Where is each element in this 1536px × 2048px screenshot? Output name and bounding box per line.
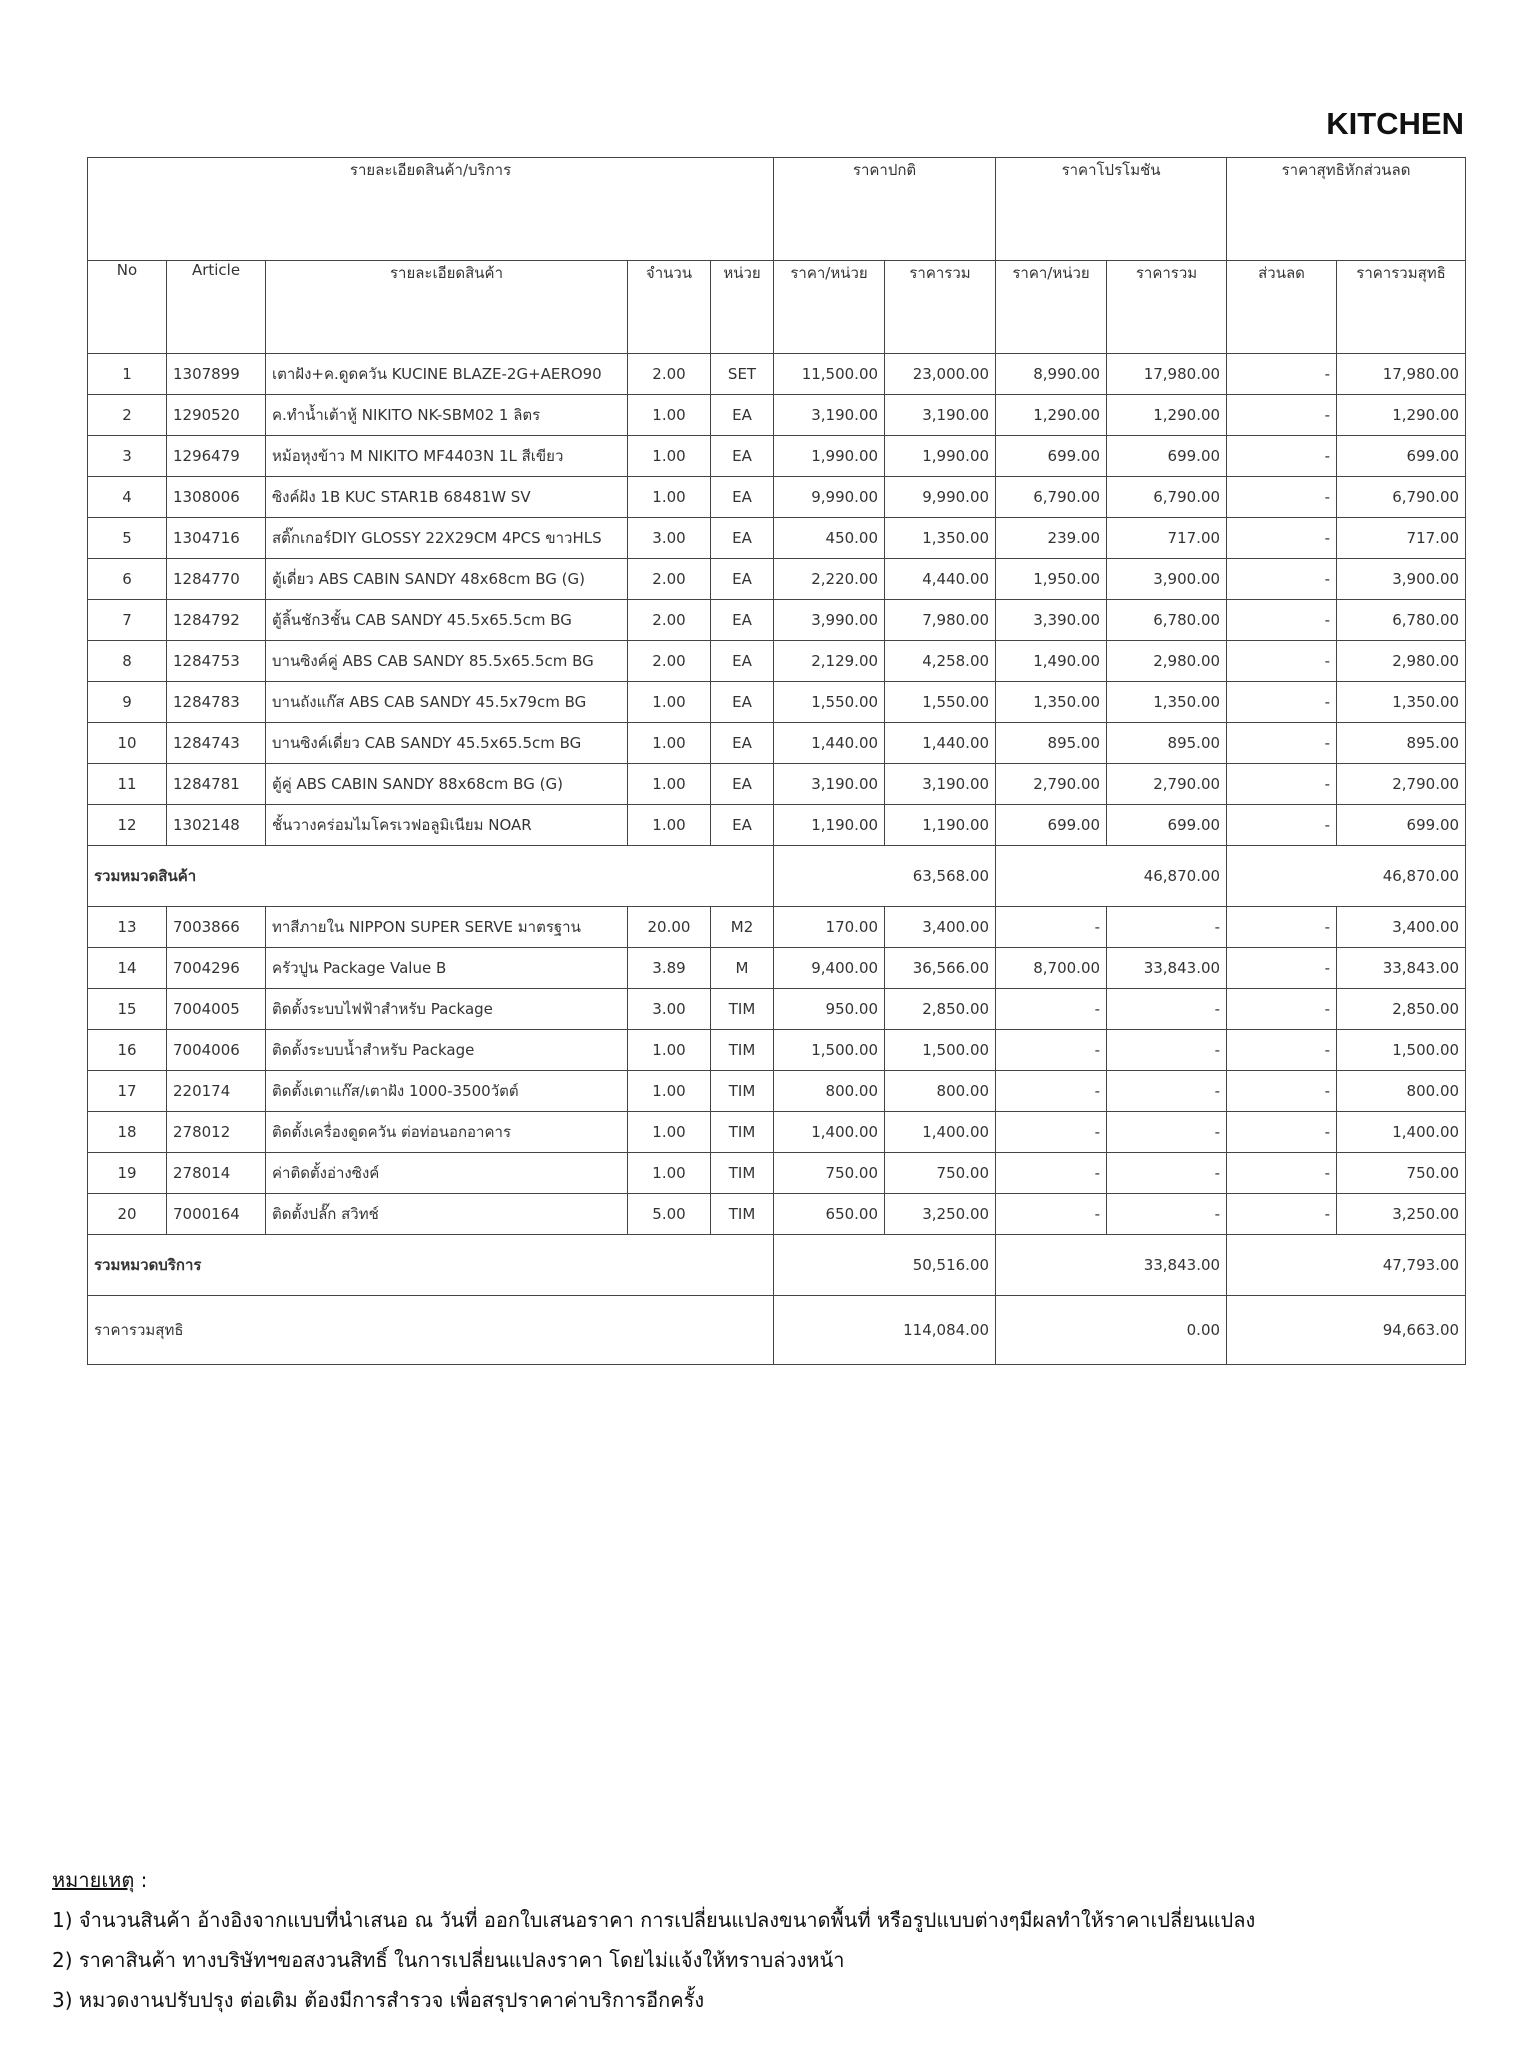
item-qty: 20.00 <box>628 907 711 948</box>
item-regular-unit-price: 750.00 <box>774 1153 885 1194</box>
item-discount: - <box>1227 907 1337 948</box>
item-discount: - <box>1227 948 1337 989</box>
item-discount: - <box>1227 600 1337 641</box>
header-net-total: ราคารวมสุทธิ <box>1337 261 1466 354</box>
item-unit: EA <box>711 723 774 764</box>
item-description: ติดตั้งเครื่องดูดควัน ต่อท่อนอกอาคาร <box>266 1112 628 1153</box>
item-unit: M2 <box>711 907 774 948</box>
item-discount: - <box>1227 1194 1337 1235</box>
item-regular-unit-price: 9,400.00 <box>774 948 885 989</box>
table-row <box>88 1071 1466 1112</box>
table-row <box>88 1030 1466 1071</box>
item-net-total: 33,843.00 <box>1337 948 1466 989</box>
header-no: No <box>88 261 167 354</box>
item-promo-total: - <box>1107 1071 1227 1112</box>
item-regular-unit-price: 3,190.00 <box>774 764 885 805</box>
item-regular-unit-price: 2,220.00 <box>774 559 885 600</box>
item-no: 10 <box>88 723 167 764</box>
item-promo-unit-price: 699.00 <box>996 436 1107 477</box>
item-regular-unit-price: 2,129.00 <box>774 641 885 682</box>
item-description: ติดตั้งระบบไฟฟ้าสำหรับ Package <box>266 989 628 1030</box>
item-regular-unit-price: 11,500.00 <box>774 354 885 395</box>
item-discount: - <box>1227 559 1337 600</box>
item-description: ค่าติดตั้งอ่างซิงค์ <box>266 1153 628 1194</box>
item-promo-total: 2,790.00 <box>1107 764 1227 805</box>
item-regular-total: 4,258.00 <box>885 641 996 682</box>
item-no: 1 <box>88 354 167 395</box>
item-article: 7004296 <box>167 948 266 989</box>
header-promo-total: ราคารวม <box>1107 261 1227 354</box>
item-unit: EA <box>711 518 774 559</box>
header-reg-total: ราคารวม <box>885 261 996 354</box>
item-promo-unit-price: 1,950.00 <box>996 559 1107 600</box>
item-qty: 1.00 <box>628 1112 711 1153</box>
item-promo-unit-price: - <box>996 989 1107 1030</box>
item-regular-unit-price: 1,990.00 <box>774 436 885 477</box>
table-row <box>88 559 1466 600</box>
item-regular-total: 36,566.00 <box>885 948 996 989</box>
header-reg-unit-price: ราคา/หน่วย <box>774 261 885 354</box>
header-qty: จำนวน <box>628 261 711 354</box>
grand-total-promo: 0.00 <box>996 1296 1227 1365</box>
item-no: 9 <box>88 682 167 723</box>
item-article: 1284753 <box>167 641 266 682</box>
item-unit: EA <box>711 682 774 723</box>
item-promo-unit-price: - <box>996 907 1107 948</box>
service-total-row <box>88 1235 1466 1296</box>
service-total-promo: 33,843.00 <box>996 1235 1227 1296</box>
header-column-row <box>88 261 1466 354</box>
item-article: 278014 <box>167 1153 266 1194</box>
item-promo-total: 6,780.00 <box>1107 600 1227 641</box>
item-article: 7004005 <box>167 989 266 1030</box>
item-regular-total: 1,990.00 <box>885 436 996 477</box>
item-promo-unit-price: 699.00 <box>996 805 1107 846</box>
item-promo-total: 3,900.00 <box>1107 559 1227 600</box>
item-promo-total: 17,980.00 <box>1107 354 1227 395</box>
item-description: บานซิงค์เดี่ยว CAB SANDY 45.5x65.5cm BG <box>266 723 628 764</box>
item-unit: TIM <box>711 1112 774 1153</box>
header-group-regular: ราคาปกติ <box>774 158 996 261</box>
item-unit: EA <box>711 641 774 682</box>
item-regular-total: 2,850.00 <box>885 989 996 1030</box>
item-promo-total: 1,350.00 <box>1107 682 1227 723</box>
header-group-row <box>88 158 1466 261</box>
item-discount: - <box>1227 989 1337 1030</box>
item-discount: - <box>1227 477 1337 518</box>
item-regular-unit-price: 450.00 <box>774 518 885 559</box>
item-no: 16 <box>88 1030 167 1071</box>
item-article: 7004006 <box>167 1030 266 1071</box>
item-qty: 1.00 <box>628 682 711 723</box>
item-qty: 1.00 <box>628 1030 711 1071</box>
item-promo-total: 6,790.00 <box>1107 477 1227 518</box>
item-qty: 1.00 <box>628 764 711 805</box>
notes-heading: หมายเหตุ <box>52 1868 135 1892</box>
item-regular-total: 3,190.00 <box>885 395 996 436</box>
item-article: 7000164 <box>167 1194 266 1235</box>
item-discount: - <box>1227 764 1337 805</box>
item-article: 1284781 <box>167 764 266 805</box>
item-qty: 1.00 <box>628 1153 711 1194</box>
item-discount: - <box>1227 518 1337 559</box>
item-description: ซิงค์ฝัง 1B KUC STAR1B 68481W SV <box>266 477 628 518</box>
item-net-total: 2,850.00 <box>1337 989 1466 1030</box>
item-article: 1307899 <box>167 354 266 395</box>
table-row <box>88 436 1466 477</box>
item-no: 8 <box>88 641 167 682</box>
item-no: 6 <box>88 559 167 600</box>
item-promo-unit-price: - <box>996 1153 1107 1194</box>
table-row <box>88 907 1466 948</box>
item-article: 1304716 <box>167 518 266 559</box>
item-regular-unit-price: 3,190.00 <box>774 395 885 436</box>
item-regular-unit-price: 3,990.00 <box>774 600 885 641</box>
item-discount: - <box>1227 1030 1337 1071</box>
item-description: ตู้เดี่ยว ABS CABIN SANDY 48x68cm BG (G) <box>266 559 628 600</box>
product-total-label: รวมหมวดสินค้า <box>88 846 774 907</box>
table-row <box>88 723 1466 764</box>
item-regular-total: 3,400.00 <box>885 907 996 948</box>
item-article: 1284792 <box>167 600 266 641</box>
item-promo-unit-price: - <box>996 1112 1107 1153</box>
item-regular-unit-price: 1,500.00 <box>774 1030 885 1071</box>
item-regular-total: 3,190.00 <box>885 764 996 805</box>
item-article: 1284743 <box>167 723 266 764</box>
item-regular-unit-price: 1,400.00 <box>774 1112 885 1153</box>
item-article: 278012 <box>167 1112 266 1153</box>
service-total-net: 47,793.00 <box>1227 1235 1466 1296</box>
item-no: 2 <box>88 395 167 436</box>
item-unit: TIM <box>711 1194 774 1235</box>
item-discount: - <box>1227 436 1337 477</box>
item-discount: - <box>1227 641 1337 682</box>
item-discount: - <box>1227 354 1337 395</box>
item-regular-total: 3,250.00 <box>885 1194 996 1235</box>
item-description: สติ๊กเกอร์DIY GLOSSY 22X29CM 4PCS ขาวHLS <box>266 518 628 559</box>
item-regular-unit-price: 1,550.00 <box>774 682 885 723</box>
item-qty: 2.00 <box>628 641 711 682</box>
item-promo-unit-price: 6,790.00 <box>996 477 1107 518</box>
notes-section <box>52 1860 1255 2020</box>
item-promo-total: - <box>1107 1030 1227 1071</box>
item-net-total: 2,790.00 <box>1337 764 1466 805</box>
item-unit: TIM <box>711 1153 774 1194</box>
item-net-total: 750.00 <box>1337 1153 1466 1194</box>
header-promo-unit-price: ราคา/หน่วย <box>996 261 1107 354</box>
item-unit: TIM <box>711 1071 774 1112</box>
note-item: 3) หมวดงานปรับปรุง ต่อเติม ต้องมีการสำรวจ เพื่อสรุปราคาค่าบริการอีกครั้ง <box>52 1988 705 2012</box>
item-promo-total: - <box>1107 907 1227 948</box>
item-article: 7003866 <box>167 907 266 948</box>
item-no: 18 <box>88 1112 167 1153</box>
item-discount: - <box>1227 1071 1337 1112</box>
note-item: 2) ราคาสินค้า ทางบริษัทฯขอสงวนสิทธิ์ ในการเปลี่ยนแปลงราคา โดยไม่แจ้งให้ทราบล่วงหน้า <box>52 1948 845 1972</box>
item-description: ติดตั้งระบบน้ำสำหรับ Package <box>266 1030 628 1071</box>
item-net-total: 3,400.00 <box>1337 907 1466 948</box>
item-description: ชั้นวางคร่อมไมโครเวฟอลูมิเนียม NOAR <box>266 805 628 846</box>
item-regular-total: 1,500.00 <box>885 1030 996 1071</box>
item-net-total: 3,900.00 <box>1337 559 1466 600</box>
item-regular-unit-price: 800.00 <box>774 1071 885 1112</box>
table-row <box>88 1153 1466 1194</box>
item-promo-unit-price: 8,990.00 <box>996 354 1107 395</box>
item-qty: 1.00 <box>628 805 711 846</box>
item-article: 1284783 <box>167 682 266 723</box>
item-qty: 3.89 <box>628 948 711 989</box>
item-regular-total: 1,550.00 <box>885 682 996 723</box>
item-no: 12 <box>88 805 167 846</box>
item-unit: SET <box>711 354 774 395</box>
item-promo-unit-price: 2,790.00 <box>996 764 1107 805</box>
item-unit: EA <box>711 559 774 600</box>
item-promo-unit-price: 1,350.00 <box>996 682 1107 723</box>
item-no: 14 <box>88 948 167 989</box>
item-article: 1296479 <box>167 436 266 477</box>
service-rows <box>88 907 1466 1235</box>
item-unit: EA <box>711 477 774 518</box>
item-discount: - <box>1227 1153 1337 1194</box>
product-total-promo: 46,870.00 <box>996 846 1227 907</box>
item-no: 13 <box>88 907 167 948</box>
item-description: บานถังแก๊ส ABS CAB SANDY 45.5x79cm BG <box>266 682 628 723</box>
item-regular-total: 7,980.00 <box>885 600 996 641</box>
item-no: 7 <box>88 600 167 641</box>
item-regular-unit-price: 170.00 <box>774 907 885 948</box>
table-row <box>88 1194 1466 1235</box>
item-regular-total: 1,440.00 <box>885 723 996 764</box>
item-promo-total: 1,290.00 <box>1107 395 1227 436</box>
table-row <box>88 1112 1466 1153</box>
item-unit: TIM <box>711 989 774 1030</box>
item-promo-unit-price: - <box>996 1194 1107 1235</box>
item-qty: 5.00 <box>628 1194 711 1235</box>
item-regular-unit-price: 1,190.00 <box>774 805 885 846</box>
table-row <box>88 395 1466 436</box>
item-promo-total: - <box>1107 1153 1227 1194</box>
service-total-label: รวมหมวดบริการ <box>88 1235 774 1296</box>
table-row <box>88 354 1466 395</box>
item-regular-total: 4,440.00 <box>885 559 996 600</box>
product-total-regular: 63,568.00 <box>774 846 996 907</box>
table-row <box>88 600 1466 641</box>
notes-heading-line <box>52 1860 1255 1900</box>
header-unit: หน่วย <box>711 261 774 354</box>
item-regular-total: 1,350.00 <box>885 518 996 559</box>
item-regular-unit-price: 9,990.00 <box>774 477 885 518</box>
item-promo-total: - <box>1107 989 1227 1030</box>
item-description: ค.ทำน้ำเต้าหู้ NIKITO NK-SBM02 1 ลิตร <box>266 395 628 436</box>
item-unit: EA <box>711 805 774 846</box>
item-no: 17 <box>88 1071 167 1112</box>
service-total-regular: 50,516.00 <box>774 1235 996 1296</box>
table-row <box>88 805 1466 846</box>
item-promo-total: 717.00 <box>1107 518 1227 559</box>
item-net-total: 699.00 <box>1337 805 1466 846</box>
item-promo-unit-price: 1,290.00 <box>996 395 1107 436</box>
item-regular-total: 1,190.00 <box>885 805 996 846</box>
item-promo-unit-price: 1,490.00 <box>996 641 1107 682</box>
item-article: 1308006 <box>167 477 266 518</box>
item-description: ตู้ลิ้นชัก3ชั้น CAB SANDY 45.5x65.5cm BG <box>266 600 628 641</box>
item-unit: TIM <box>711 1030 774 1071</box>
item-promo-total: - <box>1107 1194 1227 1235</box>
item-qty: 1.00 <box>628 723 711 764</box>
item-unit: M <box>711 948 774 989</box>
item-net-total: 800.00 <box>1337 1071 1466 1112</box>
note-item: 1) จำนวนสินค้า อ้างอิงจากแบบที่นำเสนอ ณ วันที่ ออกใบเสนอราคา การเปลี่ยนแปลงขนาดพื้นที่ หรือรูปแบบต่างๆมีผลทำให้ราคาเปลี่ยนแปลง <box>52 1908 1256 1932</box>
item-description: บานซิงค์คู่ ABS CAB SANDY 85.5x65.5cm BG <box>266 641 628 682</box>
item-description: หม้อหุงข้าว M NIKITO MF4403N 1L สีเขียว <box>266 436 628 477</box>
item-net-total: 2,980.00 <box>1337 641 1466 682</box>
item-net-total: 699.00 <box>1337 436 1466 477</box>
header-article: Article <box>167 261 266 354</box>
item-regular-total: 800.00 <box>885 1071 996 1112</box>
item-qty: 1.00 <box>628 436 711 477</box>
table-row <box>88 989 1466 1030</box>
item-qty: 3.00 <box>628 989 711 1030</box>
item-no: 20 <box>88 1194 167 1235</box>
item-unit: EA <box>711 395 774 436</box>
item-no: 11 <box>88 764 167 805</box>
item-qty: 2.00 <box>628 354 711 395</box>
item-net-total: 1,350.00 <box>1337 682 1466 723</box>
item-unit: EA <box>711 600 774 641</box>
item-promo-unit-price: 239.00 <box>996 518 1107 559</box>
item-unit: EA <box>711 764 774 805</box>
item-description: ติดตั้งเตาแก๊ส/เตาฝัง 1000-3500วัตต์ <box>266 1071 628 1112</box>
item-promo-total: 895.00 <box>1107 723 1227 764</box>
table-row <box>88 477 1466 518</box>
item-discount: - <box>1227 723 1337 764</box>
item-qty: 2.00 <box>628 600 711 641</box>
item-description: ทาสีภายใน NIPPON SUPER SERVE มาตรฐาน <box>266 907 628 948</box>
item-description: ตู้คู่ ABS CABIN SANDY 88x68cm BG (G) <box>266 764 628 805</box>
item-net-total: 6,780.00 <box>1337 600 1466 641</box>
item-promo-total: 2,980.00 <box>1107 641 1227 682</box>
item-description: เตาฝัง+ค.ดูดควัน KUCINE BLAZE-2G+AERO90 <box>266 354 628 395</box>
item-article: 220174 <box>167 1071 266 1112</box>
item-discount: - <box>1227 682 1337 723</box>
item-regular-unit-price: 1,440.00 <box>774 723 885 764</box>
header-group-detail: รายละเอียดสินค้า/บริการ <box>88 158 774 261</box>
table-row <box>88 948 1466 989</box>
item-no: 19 <box>88 1153 167 1194</box>
item-net-total: 895.00 <box>1337 723 1466 764</box>
item-article: 1290520 <box>167 395 266 436</box>
item-promo-unit-price: 3,390.00 <box>996 600 1107 641</box>
item-description: ติดตั้งปลั๊ก สวิทช์ <box>266 1194 628 1235</box>
quotation-table <box>87 157 1466 1365</box>
item-regular-total: 23,000.00 <box>885 354 996 395</box>
item-regular-unit-price: 950.00 <box>774 989 885 1030</box>
header-group-promo: ราคาโปรโมชัน <box>996 158 1227 261</box>
page-title: KITCHEN <box>1326 106 1464 141</box>
item-qty: 1.00 <box>628 477 711 518</box>
product-rows <box>88 354 1466 846</box>
item-no: 3 <box>88 436 167 477</box>
product-total-net: 46,870.00 <box>1227 846 1466 907</box>
item-net-total: 3,250.00 <box>1337 1194 1466 1235</box>
header-discount: ส่วนลด <box>1227 261 1337 354</box>
item-discount: - <box>1227 1112 1337 1153</box>
item-net-total: 1,400.00 <box>1337 1112 1466 1153</box>
item-net-total: 717.00 <box>1337 518 1466 559</box>
item-no: 4 <box>88 477 167 518</box>
item-promo-total: 699.00 <box>1107 805 1227 846</box>
item-qty: 2.00 <box>628 559 711 600</box>
item-qty: 1.00 <box>628 395 711 436</box>
item-article: 1302148 <box>167 805 266 846</box>
item-promo-unit-price: - <box>996 1030 1107 1071</box>
table-row <box>88 764 1466 805</box>
item-no: 5 <box>88 518 167 559</box>
item-promo-total: 33,843.00 <box>1107 948 1227 989</box>
table-row <box>88 518 1466 559</box>
item-regular-total: 9,990.00 <box>885 477 996 518</box>
item-article: 1284770 <box>167 559 266 600</box>
item-promo-unit-price: 8,700.00 <box>996 948 1107 989</box>
grand-total-regular: 114,084.00 <box>774 1296 996 1365</box>
item-net-total: 1,500.00 <box>1337 1030 1466 1071</box>
item-net-total: 1,290.00 <box>1337 395 1466 436</box>
grand-total-row <box>88 1296 1466 1365</box>
item-promo-unit-price: - <box>996 1071 1107 1112</box>
grand-total-label: ราคารวมสุทธิ <box>88 1296 774 1365</box>
item-promo-unit-price: 895.00 <box>996 723 1107 764</box>
item-description: ครัวปูน Package Value B <box>266 948 628 989</box>
item-net-total: 6,790.00 <box>1337 477 1466 518</box>
item-promo-total: 699.00 <box>1107 436 1227 477</box>
item-discount: - <box>1227 805 1337 846</box>
item-unit: EA <box>711 436 774 477</box>
table-row <box>88 682 1466 723</box>
notes-colon: : <box>134 1868 148 1892</box>
item-qty: 1.00 <box>628 1071 711 1112</box>
product-total-row <box>88 846 1466 907</box>
header-group-net: ราคาสุทธิหักส่วนลด <box>1227 158 1466 261</box>
item-regular-total: 750.00 <box>885 1153 996 1194</box>
item-qty: 3.00 <box>628 518 711 559</box>
grand-total-net: 94,663.00 <box>1227 1296 1466 1365</box>
item-no: 15 <box>88 989 167 1030</box>
item-regular-unit-price: 650.00 <box>774 1194 885 1235</box>
table-row <box>88 641 1466 682</box>
item-discount: - <box>1227 395 1337 436</box>
item-promo-total: - <box>1107 1112 1227 1153</box>
header-detail: รายละเอียดสินค้า <box>266 261 628 354</box>
item-regular-total: 1,400.00 <box>885 1112 996 1153</box>
item-net-total: 17,980.00 <box>1337 354 1466 395</box>
